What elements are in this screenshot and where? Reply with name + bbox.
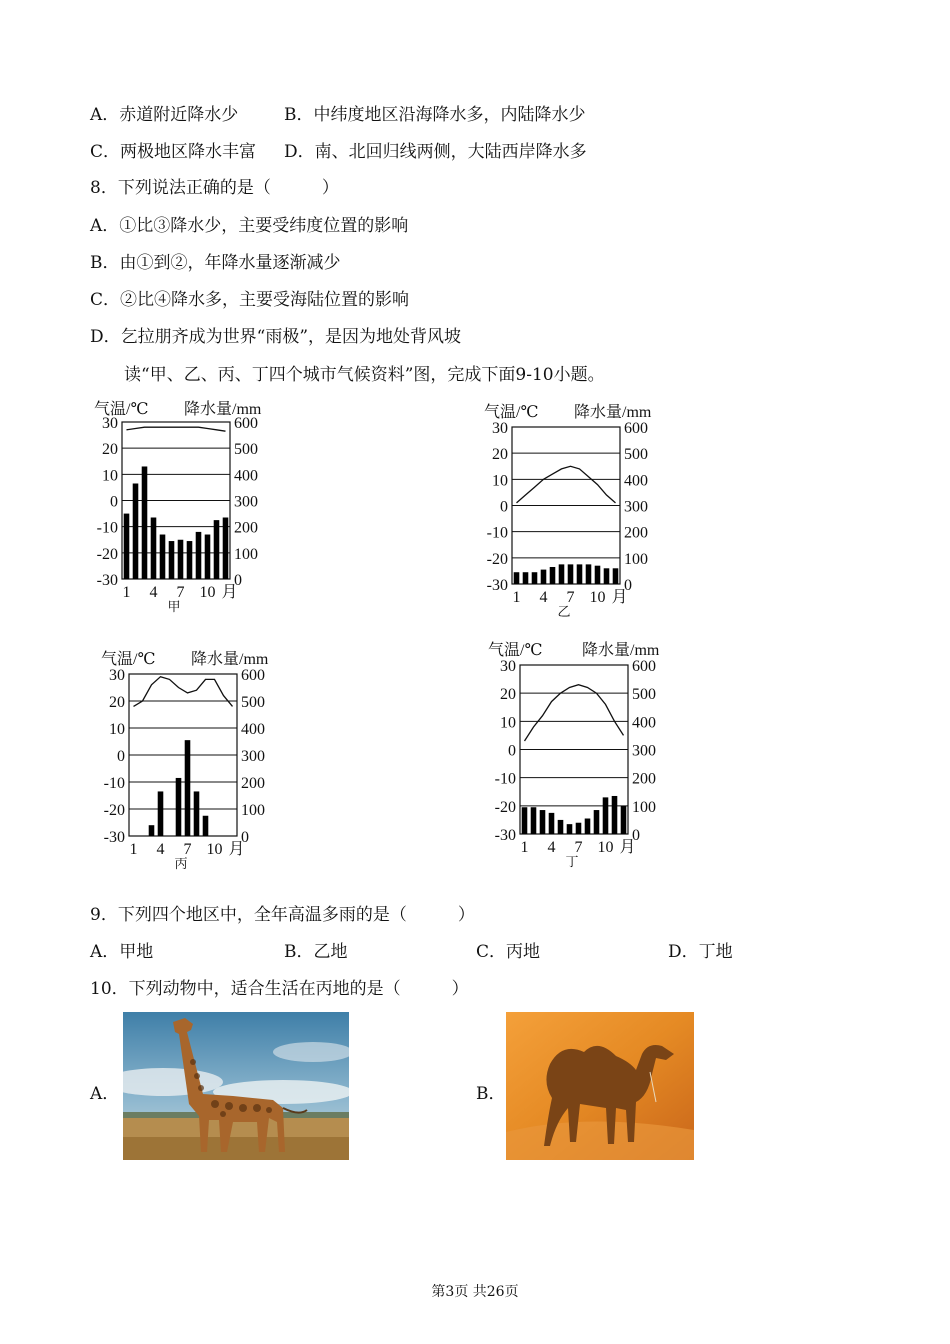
q10-option-a-label: A． xyxy=(90,1084,120,1104)
precip-bar xyxy=(223,518,229,579)
temp-tick-label: -20 xyxy=(103,802,125,819)
month-tick-label: 4 xyxy=(149,584,158,601)
temp-axis-label: 气温/℃ xyxy=(488,642,543,659)
precip-bar xyxy=(594,810,600,834)
q8-stem: 8．下列说法正确的是（ ） xyxy=(90,178,339,198)
precip-tick-label: 600 xyxy=(234,415,258,432)
q7-option-b: B．中纬度地区沿海降水多，内陆降水少 xyxy=(284,105,586,125)
city-name-label: 丙 xyxy=(174,856,188,870)
precip-bar xyxy=(142,466,148,579)
precip-bar xyxy=(604,568,610,584)
temp-axis-label: 气温/℃ xyxy=(94,401,149,418)
month-tick-label: 7 xyxy=(176,584,185,601)
q7-option-c: C．两极地区降水丰富 xyxy=(90,142,257,162)
precip-tick-label: 400 xyxy=(632,714,656,732)
precip-tick-label: 100 xyxy=(234,545,258,563)
precip-tick-label: 0 xyxy=(234,572,242,589)
precip-tick-label: 400 xyxy=(241,721,265,738)
precip-bar xyxy=(549,813,555,834)
precip-tick-label: 0 xyxy=(241,829,249,846)
precip-tick-label: 300 xyxy=(234,493,258,511)
precip-bar xyxy=(203,816,209,836)
month-unit-label: 月 xyxy=(611,589,628,606)
precip-tick-label: 600 xyxy=(632,658,656,675)
climate-chart-yi xyxy=(482,401,682,623)
temp-tick-label: 20 xyxy=(102,441,118,459)
month-tick-label: 4 xyxy=(547,839,556,856)
city-name-label: 丁 xyxy=(565,854,579,869)
month-tick-label: 1 xyxy=(520,839,529,856)
temp-tick-label: -30 xyxy=(103,829,125,846)
precip-tick-label: 100 xyxy=(241,802,265,819)
month-unit-label: 月 xyxy=(221,584,238,601)
temp-tick-label: -20 xyxy=(486,550,508,568)
precip-tick-label: 500 xyxy=(234,441,258,459)
temp-tick-label: 30 xyxy=(500,658,516,675)
precip-bar xyxy=(532,572,538,584)
precip-bar xyxy=(568,564,574,584)
precip-tick-label: 100 xyxy=(632,798,656,816)
q10-stem: 10．下列动物中，适合生活在丙地的是（ ） xyxy=(90,979,469,999)
precip-tick-label: 400 xyxy=(234,467,258,485)
q8-option-a: A．①比③降水少，主要受纬度位置的影响 xyxy=(90,216,409,236)
precip-axis-label: 降水量/mm xyxy=(582,642,660,659)
precip-bar xyxy=(160,535,166,579)
precip-bar xyxy=(196,532,202,579)
precip-bar xyxy=(185,740,191,836)
camel-photo xyxy=(506,1012,694,1160)
temp-tick-label: 20 xyxy=(500,686,516,704)
temp-axis-label: 气温/℃ xyxy=(101,651,156,668)
city-name-label: 乙 xyxy=(557,604,571,619)
precip-tick-label: 100 xyxy=(624,550,648,568)
month-tick-label: 7 xyxy=(574,839,583,856)
precip-bar xyxy=(595,566,601,584)
q8-option-b: B．由①到②，年降水量逐渐减少 xyxy=(90,253,341,273)
temp-tick-label: 10 xyxy=(492,472,508,490)
precip-bar xyxy=(522,807,528,834)
temperature-line xyxy=(134,677,233,707)
precip-bar xyxy=(540,810,546,834)
temperature-line xyxy=(517,466,616,503)
month-tick-label: 10 xyxy=(589,589,606,606)
precip-bar xyxy=(612,796,618,834)
precip-tick-label: 0 xyxy=(632,827,640,844)
precip-tick-label: 300 xyxy=(632,742,656,760)
precip-bar xyxy=(133,483,139,579)
precip-tick-label: 500 xyxy=(241,694,265,711)
precip-tick-label: 500 xyxy=(624,446,648,464)
precip-bar xyxy=(205,535,211,579)
temperature-line xyxy=(127,427,226,431)
precip-tick-label: 200 xyxy=(234,519,258,537)
temp-tick-label: 10 xyxy=(500,714,516,732)
precip-bar xyxy=(151,518,157,579)
temp-tick-label: -10 xyxy=(96,519,118,537)
month-tick-label: 10 xyxy=(206,841,223,858)
q7-option-a: A．赤道附近降水少 xyxy=(90,105,239,125)
precip-bar xyxy=(149,825,155,836)
precip-bar xyxy=(585,819,591,834)
chart-jia xyxy=(92,398,292,624)
precip-bar xyxy=(531,807,537,834)
chart-ding xyxy=(486,639,686,875)
temp-tick-label: 0 xyxy=(110,493,118,511)
precip-bar xyxy=(613,568,619,584)
precip-bar xyxy=(178,540,184,579)
month-tick-label: 4 xyxy=(539,589,548,606)
temp-tick-label: 10 xyxy=(102,467,118,485)
month-unit-label: 月 xyxy=(228,841,245,858)
precip-bar xyxy=(586,564,592,584)
temp-tick-label: -20 xyxy=(494,798,516,816)
climate-chart-ding xyxy=(486,639,686,871)
precip-axis-label: 降水量/mm xyxy=(184,401,262,418)
q8-option-d: D．乞拉朋齐成为世界“雨极”，是因为地处背风坡 xyxy=(90,327,462,347)
temp-tick-label: 10 xyxy=(109,721,125,738)
temp-axis-label: 气温/℃ xyxy=(484,404,539,421)
precip-tick-label: 200 xyxy=(632,770,656,788)
city-name-label: 甲 xyxy=(167,599,181,614)
climate-chart-jia xyxy=(92,398,292,620)
precip-axis-label: 降水量/mm xyxy=(191,651,269,668)
temp-tick-label: 0 xyxy=(508,742,516,760)
precip-tick-label: 400 xyxy=(624,472,648,490)
precip-bar xyxy=(514,572,520,584)
temp-tick-label: -30 xyxy=(96,572,118,589)
temp-tick-label: -30 xyxy=(494,827,516,844)
temp-tick-label: 30 xyxy=(492,420,508,437)
chart-yi xyxy=(482,401,682,627)
month-tick-label: 1 xyxy=(512,589,521,606)
temp-tick-label: 0 xyxy=(500,498,508,516)
precip-bar xyxy=(603,797,609,834)
precip-tick-label: 0 xyxy=(624,577,632,594)
q10-option-b-label: B． xyxy=(476,1084,506,1104)
q9-option-d: D．丁地 xyxy=(668,942,733,962)
temp-tick-label: -10 xyxy=(494,770,516,788)
precip-tick-label: 200 xyxy=(241,775,265,792)
temp-tick-label: 20 xyxy=(109,694,125,711)
month-tick-label: 1 xyxy=(129,841,138,858)
precip-bar xyxy=(559,564,565,584)
page-footer: 第3页 共26页 xyxy=(431,1284,519,1300)
q9-option-c: C．丙地 xyxy=(476,942,541,962)
chart-bing xyxy=(99,648,299,874)
precip-bar xyxy=(577,564,583,584)
precip-bar xyxy=(194,791,200,836)
temp-tick-label: 30 xyxy=(109,667,125,684)
temp-tick-label: -30 xyxy=(486,577,508,594)
precip-bar xyxy=(214,520,220,579)
month-tick-label: 10 xyxy=(597,839,614,856)
temp-tick-label: 20 xyxy=(492,446,508,464)
temp-tick-label: -10 xyxy=(486,524,508,542)
precip-axis-label: 降水量/mm xyxy=(574,404,652,421)
q7-option-d: D．南、北回归线两侧，大陆西岸降水多 xyxy=(284,142,587,162)
month-tick-label: 4 xyxy=(156,841,165,858)
precip-bar xyxy=(176,778,182,836)
temp-tick-label: -10 xyxy=(103,775,125,792)
precip-bar xyxy=(541,570,547,584)
month-tick-label: 10 xyxy=(199,584,216,601)
q8-option-c: C．②比④降水多，主要受海陆位置的影响 xyxy=(90,290,410,310)
q9-option-a: A．甲地 xyxy=(90,942,154,962)
month-tick-label: 1 xyxy=(122,584,131,601)
month-tick-label: 7 xyxy=(566,589,575,606)
precip-tick-label: 200 xyxy=(624,524,648,542)
precip-tick-label: 500 xyxy=(632,686,656,704)
q9-stem: 9．下列四个地区中，全年高温多雨的是（ ） xyxy=(90,905,475,925)
intro-text: 读“甲、乙、丙、丁四个城市气候资料”图，完成下面9-10小题。 xyxy=(124,365,605,385)
precip-bar xyxy=(576,823,582,834)
precip-bar xyxy=(523,572,529,584)
precip-tick-label: 300 xyxy=(624,498,648,516)
precip-tick-label: 600 xyxy=(241,667,265,684)
precip-bar xyxy=(169,541,175,579)
temp-tick-label: 30 xyxy=(102,415,118,432)
precip-tick-label: 600 xyxy=(624,420,648,437)
precip-bar xyxy=(621,806,627,834)
giraffe-photo xyxy=(123,1012,349,1160)
precip-bar xyxy=(567,824,573,834)
temp-tick-label: -20 xyxy=(96,545,118,563)
climate-chart-bing xyxy=(99,648,299,870)
precip-tick-label: 300 xyxy=(241,748,265,765)
precip-bar xyxy=(550,567,556,584)
q9-option-b: B．乙地 xyxy=(284,942,348,962)
precip-bar xyxy=(187,541,193,579)
precip-bar xyxy=(124,514,130,579)
precip-bar xyxy=(558,820,564,834)
month-unit-label: 月 xyxy=(619,839,636,856)
month-tick-label: 7 xyxy=(183,841,192,858)
temp-tick-label: 0 xyxy=(117,748,125,765)
precip-bar xyxy=(158,791,164,836)
